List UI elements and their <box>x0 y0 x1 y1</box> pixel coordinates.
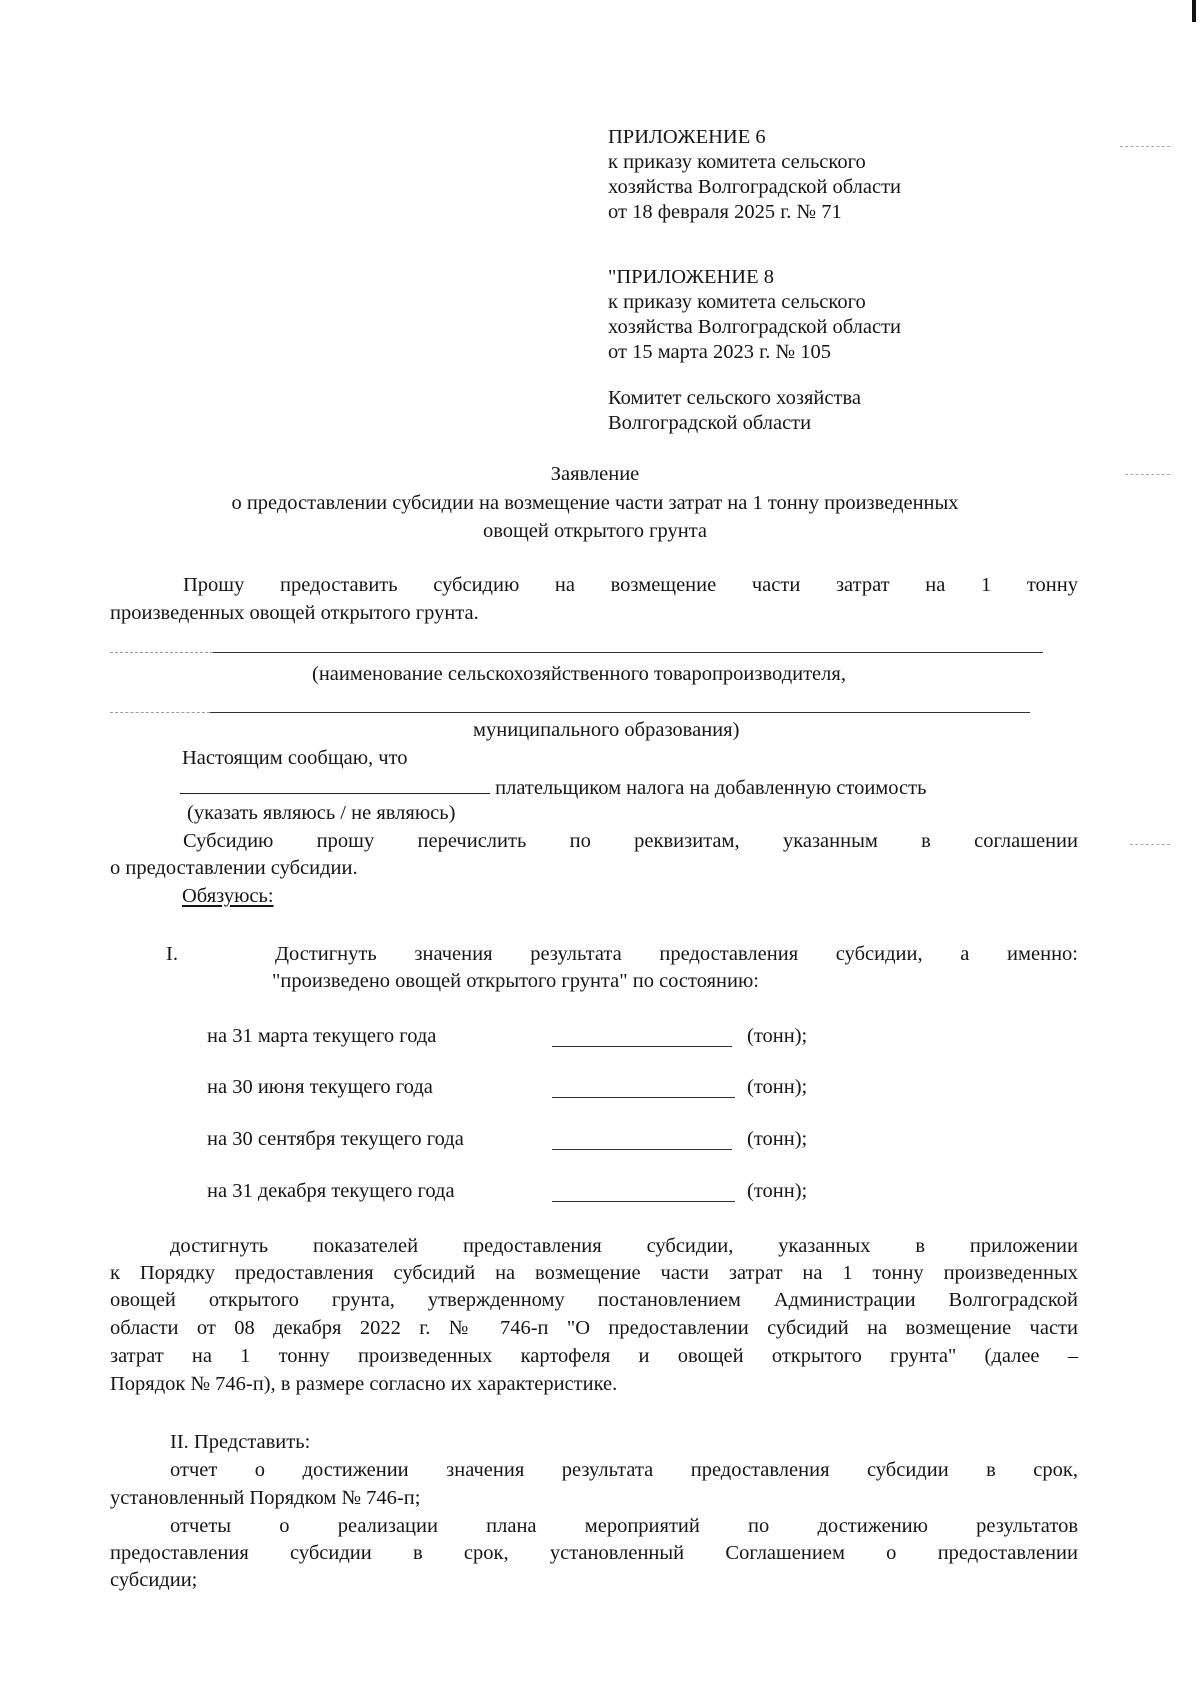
scan-edge-mark <box>1192 0 1196 22</box>
document-subtitle: овощей открытого грунта <box>482 520 708 542</box>
transfer-paragraph-line: о предоставлении субсидии. <box>110 857 358 879</box>
quarter-row-unit: (тонн); <box>747 1180 808 1202</box>
producer-name-caption: (наименование сельскохозяйственного товаропроизводителя, <box>312 663 846 685</box>
quarter-row-label: на 31 декабря текущего года <box>207 1180 455 1202</box>
vat-status-field[interactable] <box>180 773 490 794</box>
appendix-8-line: к приказу комитета сельского <box>608 291 866 313</box>
appendix-8-header <box>608 265 901 365</box>
document-subtitle: о предоставлении субсидии на возмещение части затрат на 1 тонну произведенных <box>231 492 959 514</box>
section-2-line: субсидии; <box>110 1569 198 1591</box>
quarter-row-unit: (тонн); <box>747 1025 808 1047</box>
transfer-paragraph-line: Субсидию прошу перечислить по реквизитам, указанным в соглашении <box>183 830 1078 852</box>
indicators-paragraph-line: Порядок № 746-п), в размере согласно их характеристике. <box>110 1373 618 1395</box>
section-2-line: отчеты о реализации плана мероприятий по достижению результатов <box>170 1515 1078 1537</box>
indicators-paragraph-line: овощей открытого грунта, утвержденному постановлением Администрации Волгоградской <box>110 1289 1078 1311</box>
municipality-caption: муниципального образования) <box>473 719 740 741</box>
municipality-field[interactable] <box>210 712 1030 713</box>
appendix-8-line: от 15 марта 2023 г. № 105 <box>608 341 831 363</box>
quarter-row-unit: (тонн); <box>747 1128 808 1150</box>
producer-name-field[interactable] <box>213 652 1043 653</box>
appendix-6-header <box>608 125 901 225</box>
scan-speck <box>1120 146 1170 148</box>
appendix-6-line: к приказу комитета сельского <box>608 151 866 173</box>
section-2-line: установленный Порядком № 746-п; <box>110 1487 421 1509</box>
section-1-line: "произведено овощей открытого грунта" по состоянию: <box>272 970 759 992</box>
request-paragraph-line: Прошу предоставить субсидию на возмещение части затрат на 1 тонну <box>183 574 1078 596</box>
document-title: Заявление <box>550 463 640 485</box>
quarter-row-label: на 30 сентября текущего года <box>207 1128 464 1150</box>
quarter-row-label: на 30 июня текущего года <box>207 1076 433 1098</box>
appendix-8-title: "ПРИЛОЖЕНИЕ 8 <box>608 266 774 288</box>
addressee <box>608 386 861 436</box>
scan-speck <box>1130 844 1170 846</box>
appendix-8-line: хозяйства Волгоградской области <box>608 316 902 338</box>
appendix-6-title: ПРИЛОЖЕНИЕ 6 <box>608 126 766 148</box>
quarter-row-field[interactable] <box>552 1201 735 1202</box>
municipality-field-dashes <box>110 712 210 713</box>
quarter-row-field[interactable] <box>552 1097 735 1098</box>
quarter-row-label: на 31 марта текущего года <box>207 1025 437 1047</box>
appendix-6-line: от 18 февраля 2025 г. № 71 <box>608 201 842 223</box>
section-2-line: отчет о достижении значения результата предоставления субсидии в срок, <box>170 1459 1078 1481</box>
appendix-6-line: хозяйства Волгоградской области <box>608 176 902 198</box>
quarter-row-unit: (тонн); <box>747 1076 808 1098</box>
indicators-paragraph-line: к Порядку предоставления субсидий на возмещение части затрат на 1 тонну произведенных <box>110 1262 1078 1284</box>
addressee-line: Комитет сельского хозяйства <box>608 387 861 409</box>
undertake-label: Обязуюсь: <box>182 885 274 907</box>
request-paragraph-line: произведенных овощей открытого грунта. <box>110 602 479 624</box>
quarter-row-field[interactable] <box>552 1149 732 1150</box>
section-2-title: II. Представить: <box>170 1431 311 1453</box>
indicators-paragraph-line: области от 08 декабря 2022 г. № 746-п "О предоставлении субсидий на возмещение части <box>110 1317 1078 1339</box>
vat-hint: (указать являюсь / не являюсь) <box>187 802 456 824</box>
indicators-paragraph-line: достигнуть показателей предоставления субсидии, указанных в приложении <box>170 1235 1078 1257</box>
addressee-line: Волгоградской области <box>608 412 812 434</box>
indicators-paragraph-line: затрат на 1 тонну произведенных картофеля и овощей открытого грунта" (далее – <box>110 1345 1078 1367</box>
vat-status-row <box>180 773 926 801</box>
quarter-row-field[interactable] <box>552 1046 732 1047</box>
section-1-line: Достигнуть значения результата предоставления субсидии, а именно: <box>275 943 1078 965</box>
vat-intro: Настоящим сообщаю, что <box>182 747 408 769</box>
producer-name-field-dashes <box>110 652 213 653</box>
section-2-line: предоставления субсидии в срок, установленный Соглашением о предоставлении <box>110 1542 1078 1564</box>
vat-text: плательщиком налога на добавленную стоимость <box>495 777 927 799</box>
section-1-number: I. <box>166 943 178 965</box>
